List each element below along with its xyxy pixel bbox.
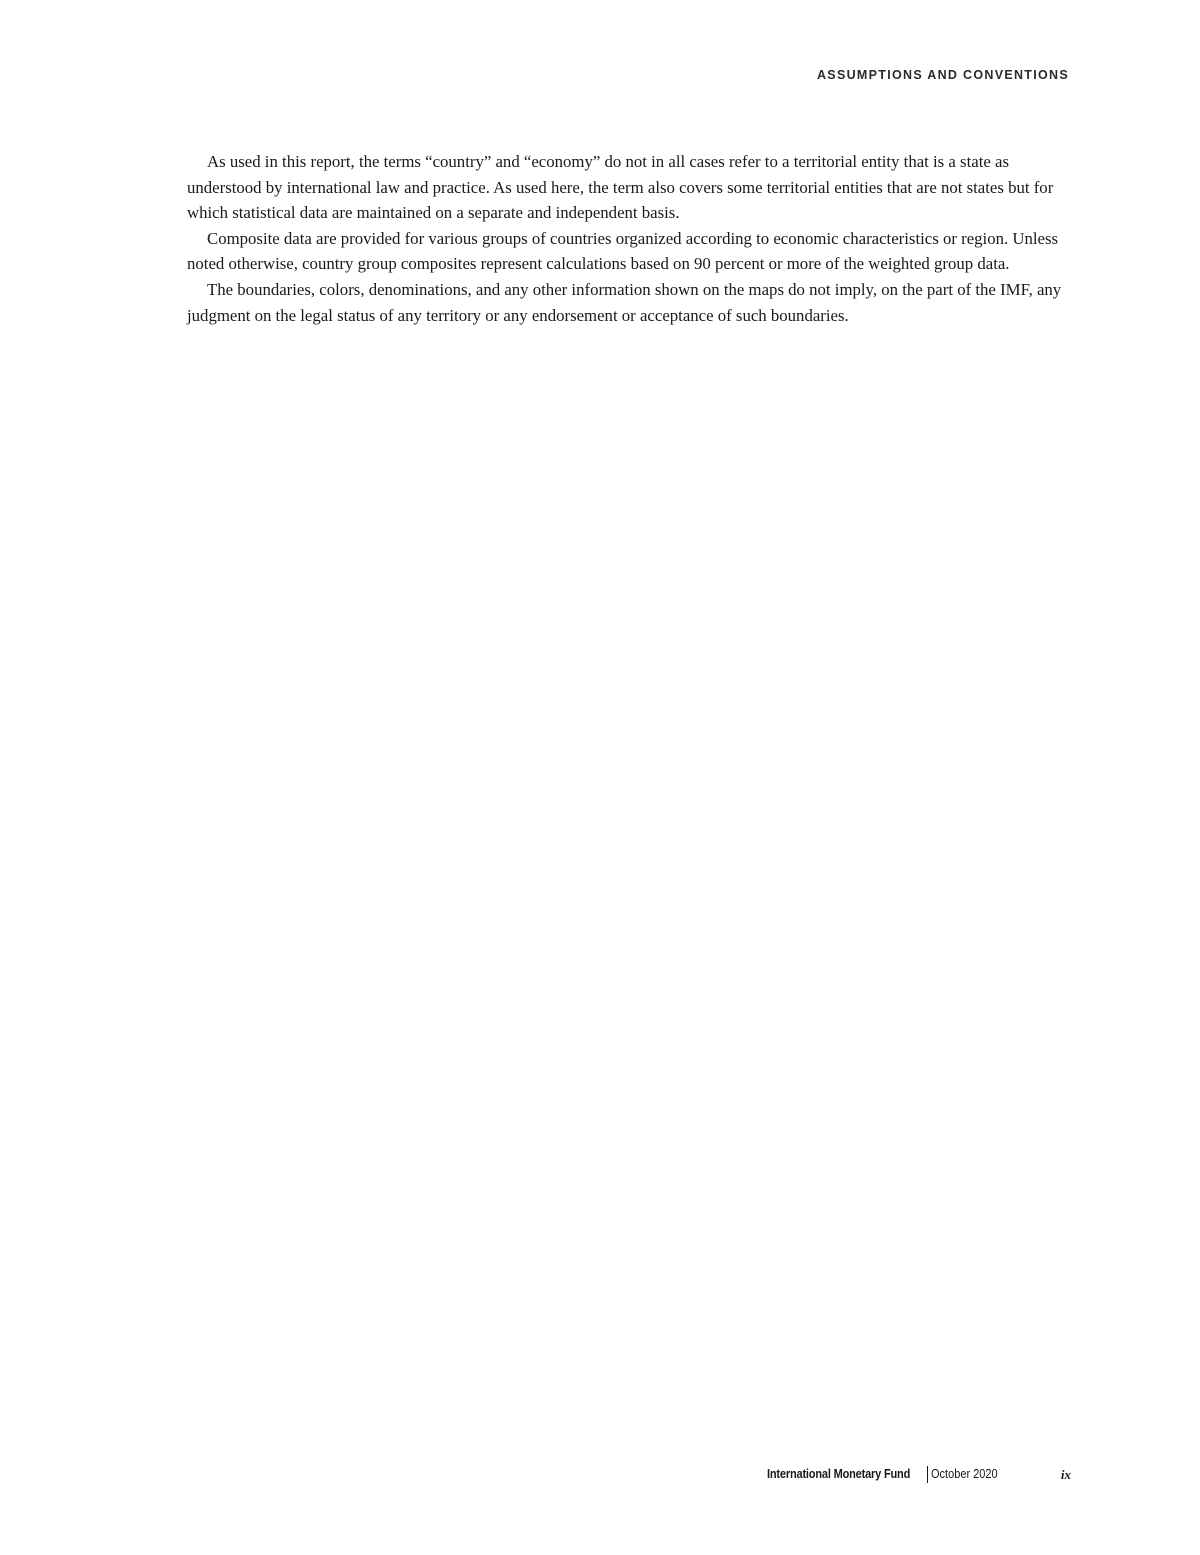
body-text xyxy=(187,149,1067,328)
paragraph-country-definition: As used in this report, the terms “country” and “economy” do not in all cases refer to a territorial entity that is a state as understood by international law and practice. As used here, the term also covers some territorial entities that are not states but for which statistical data are maintained on a separate and independent basis. xyxy=(187,152,1054,223)
footer-date: October 2020 xyxy=(931,1467,998,1481)
page-number: ix xyxy=(1060,1467,1071,1482)
page-footer xyxy=(767,1467,1071,1487)
running-head: ASSUMPTIONS AND CONVENTIONS xyxy=(816,68,1069,82)
paragraph-map-disclaimer: The boundaries, colors, denominations, and any other information shown on the maps do not imply, on the part of the IMF, any judgment on the legal status of any territory or any endorsement or acceptance of such boundaries. xyxy=(187,279,1062,325)
paragraph-composite-data: Composite data are provided for various groups of countries organized according to economic characteristics or region. Unless noted otherwise, country group composites represent calculations based on 90 percent or more of the weighted group data. xyxy=(187,228,1059,274)
footer-organization: International Monetary Fund xyxy=(767,1467,911,1481)
footer-separator xyxy=(927,1466,928,1483)
